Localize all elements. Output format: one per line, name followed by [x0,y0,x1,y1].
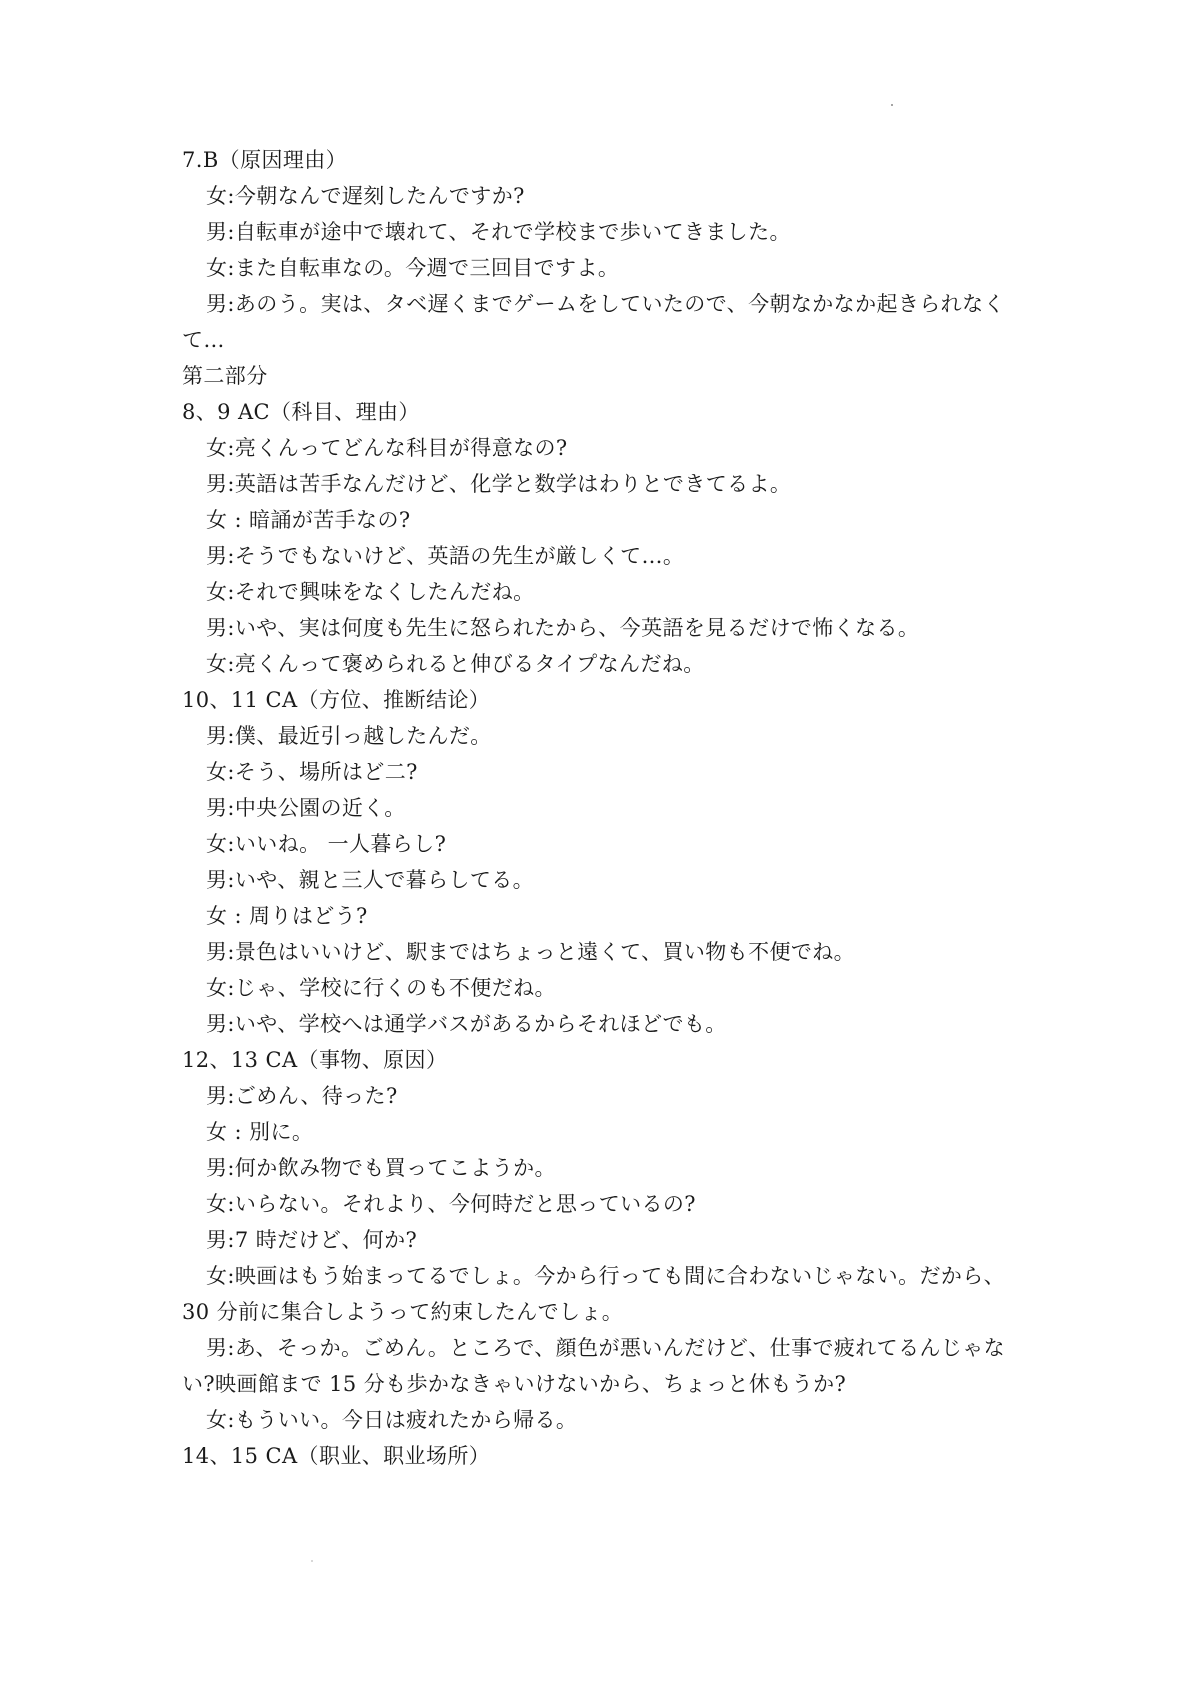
utterance-text: また自転車なの。今週で三回目ですよ。 [234,256,620,280]
speaker-colon: : [227,868,235,892]
dialog-line [182,1258,1032,1330]
dialog-line [182,466,1032,502]
speaker-label: 女 [206,652,228,676]
dialog-line [182,934,1032,970]
speaker-colon: : [227,616,235,640]
speaker-colon: : [227,1012,235,1036]
utterance-text: いらない。それより、今何時だと思っているの? [234,1192,696,1216]
dialog-line [182,718,1032,754]
section-heading-12-13: 12、13 CA（事物、原因） [182,1048,448,1072]
speaker-colon: : [227,1192,235,1216]
utterance-text: そうでもないけど、英語の先生が厳しくて…。 [234,544,685,568]
utterance-text: 亮くんってどんな科目が得意なの? [234,436,568,460]
speaker-label: 男 [206,544,228,568]
speaker-label: 男 [206,1084,228,1108]
utterance-text: 英語は苦手なんだけど、化学と数学はわりとできてるよ。 [234,472,792,496]
utterance-text: あ、そっか。ごめん。ところで、顔色が悪いんだけど、仕事で疲れてるんじゃない?映画館まで 15 分も歩かなきゃいけないから、ちょっと休もうか? [182,1336,1006,1396]
speaker-label: 男 [206,796,228,820]
speaker-label: 女 [206,760,228,784]
speaker-colon: : [227,1084,235,1108]
speaker-colon: : [227,1264,235,1288]
speaker-label: 女 [206,256,228,280]
section-heading-7: 7.B（原因理由） [182,148,348,172]
dialog-line [182,178,1032,214]
dialog-line [182,790,1032,826]
dialog-line [182,214,1032,250]
dialog-line [182,646,1032,682]
speaker-label: 男 [206,220,228,244]
speaker-label: 男 [206,724,228,748]
dialog-line [182,286,1032,358]
utterance-text: 今朝なんで遅刻したんですか? [234,184,525,208]
utterance-text: 暗誦が苦手なの? [249,508,411,532]
speaker-colon: : [227,940,235,964]
speaker-colon: : [227,1156,235,1180]
dialog-line [182,538,1032,574]
speaker-label: 女 [206,1408,228,1432]
dialog-line [182,898,1032,934]
speaker-colon: : [227,904,250,928]
utterance-text: ごめん、待った? [234,1084,398,1108]
speaker-colon: : [227,1408,235,1432]
speaker-colon: : [227,976,235,1000]
speaker-colon: : [227,292,235,316]
speaker-colon: : [227,256,235,280]
speaker-label: 男 [206,1336,228,1360]
dialog-line [182,610,1032,646]
section-heading-14-15: 14、15 CA（职业、职业场所） [182,1444,491,1468]
dialog-line [182,1114,1032,1150]
utterance-text: いや、実は何度も先生に怒られたから、今英語を見るだけで怖くなる。 [234,616,920,640]
speaker-colon: : [227,1120,250,1144]
speaker-colon: : [227,472,235,496]
utterance-text: 何か飲み物でも買ってこようか。 [234,1156,556,1180]
section-heading-10-11: 10、11 CA（方位、推断结论） [182,688,491,712]
speaker-label: 女 [206,580,228,604]
transcript-body [182,142,1032,1474]
speaker-label: 男 [206,472,228,496]
speaker-colon: : [227,832,235,856]
dialog-line [182,1150,1032,1186]
utterance-text: いいね。 一人暮らし? [234,832,447,856]
dialog-line [182,1006,1032,1042]
dialog-line [182,754,1032,790]
speaker-label: 男 [206,1228,228,1252]
utterance-text: そう、場所はど二? [234,760,418,784]
speaker-label: 女 [206,904,228,928]
utterance-text: もういい。今日は疲れたから帰る。 [234,1408,578,1432]
utterance-text: じゃ、学校に行くのも不便だね。 [234,976,556,1000]
speaker-label: 男 [206,1012,228,1036]
dialog-line [182,502,1032,538]
speaker-colon: : [227,220,235,244]
page-artifact-dot [311,1560,313,1562]
speaker-colon: : [227,796,235,820]
speaker-label: 女 [206,976,228,1000]
speaker-label: 女 [206,832,228,856]
speaker-colon: : [227,652,235,676]
dialog-line [182,1402,1032,1438]
dialog-line [182,1222,1032,1258]
speaker-colon: : [227,760,235,784]
speaker-label: 男 [206,868,228,892]
part-heading: 第二部分 [182,364,268,388]
utterance-text: 景色はいいけど、駅まではちょっと遠くて、買い物も不便でね。 [234,940,856,964]
utterance-text: 別に。 [249,1120,314,1144]
speaker-label: 女 [206,508,228,532]
dialog-line [182,826,1032,862]
speaker-label: 男 [206,1156,228,1180]
dialog-line [182,250,1032,286]
dialog-line [182,1078,1032,1114]
speaker-label: 女 [206,184,228,208]
speaker-label: 男 [206,940,228,964]
utterance-text: いや、学校へは通学バスがあるからそれほどでも。 [234,1012,727,1036]
speaker-colon: : [227,544,235,568]
utterance-text: 映画はもう始まってるでしょ。今から行っても間に合わないじゃない。だから、30 分前に集合しようって約束したんでしょ。 [182,1264,1006,1324]
utterance-text: いや、親と三人で暮らしてる。 [234,868,535,892]
dialog-line [182,1330,1032,1402]
dialog-line [182,862,1032,898]
speaker-colon: : [227,436,235,460]
utterance-text: 亮くんって褒められると伸びるタイプなんだね。 [234,652,705,676]
speaker-label: 女 [206,1192,228,1216]
speaker-colon: : [227,580,235,604]
dialog-line [182,1186,1032,1222]
speaker-label: 女 [206,436,228,460]
speaker-colon: : [227,508,250,532]
utterance-text: あのう。実は、タベ遅くまでゲームをしていたので、今朝なかなか起きられなくて… [182,292,1005,352]
dialog-line [182,430,1032,466]
section-heading-8-9: 8、9 AC（科目、理由） [182,400,420,424]
utterance-text: それで興味をなくしたんだね。 [234,580,535,604]
speaker-colon: : [227,1228,235,1252]
dialog-line [182,970,1032,1006]
speaker-colon: : [227,184,235,208]
speaker-label: 男 [206,616,228,640]
utterance-text: 7 時だけど、何か? [234,1228,418,1252]
utterance-text: 周りはどう? [249,904,368,928]
speaker-label: 女 [206,1120,228,1144]
speaker-colon: : [227,724,235,748]
speaker-label: 女 [206,1264,228,1288]
speaker-label: 男 [206,292,228,316]
speaker-colon: : [227,1336,235,1360]
utterance-text: 中央公園の近く。 [234,796,406,820]
dialog-line [182,574,1032,610]
page-artifact-dot [891,104,893,106]
utterance-text: 自転車が途中で壊れて、それで学校まで歩いてきました。 [234,220,791,244]
utterance-text: 僕、最近引っ越したんだ。 [234,724,492,748]
